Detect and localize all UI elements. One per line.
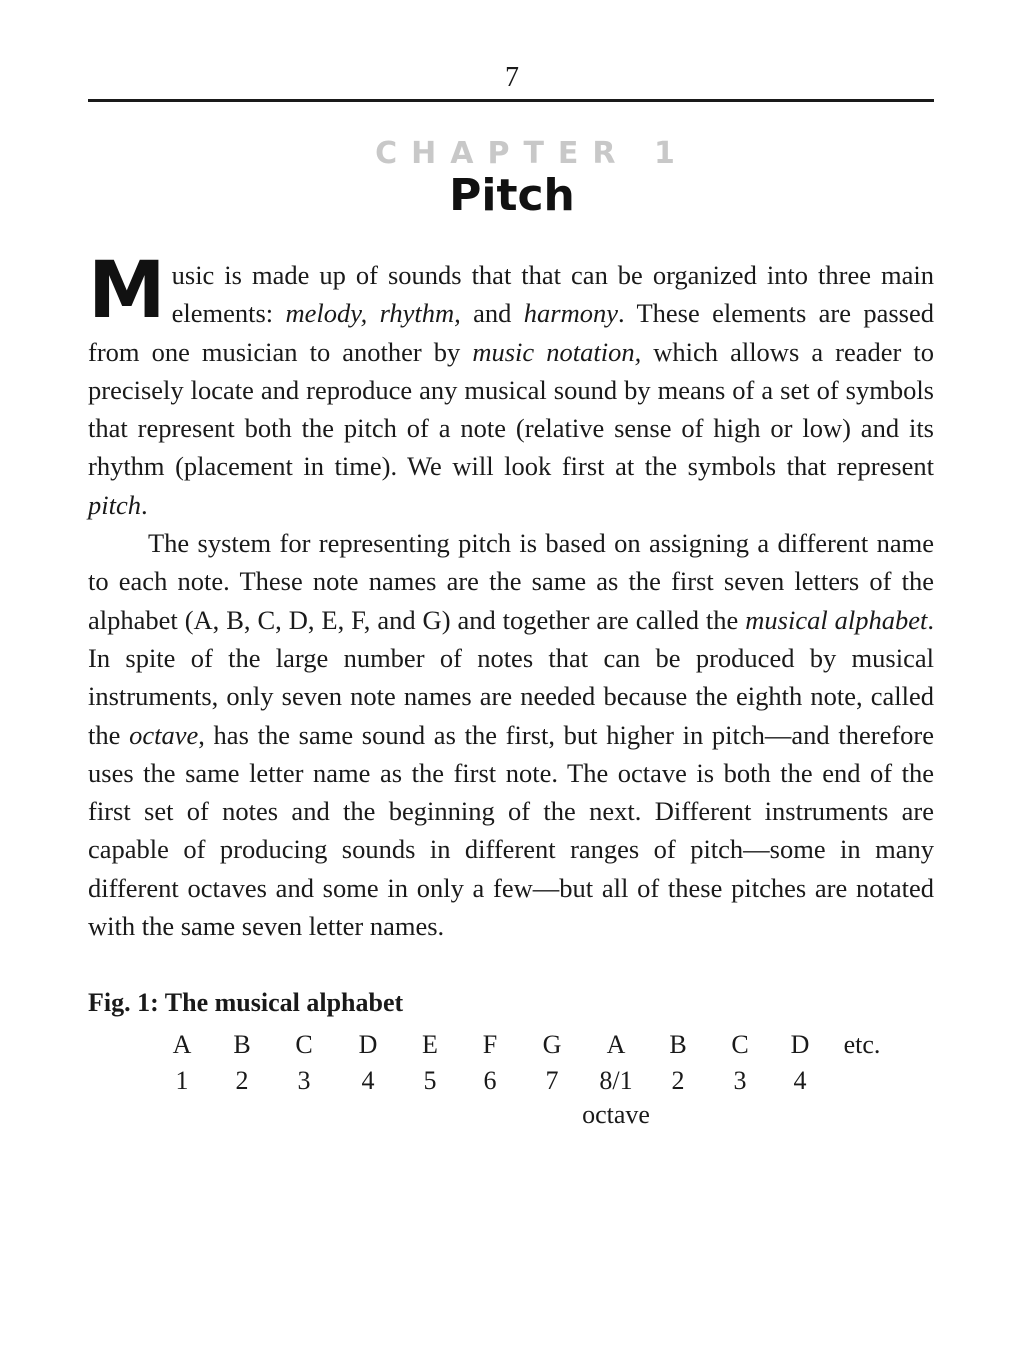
alphabet-letter: G: [542, 1030, 562, 1059]
alphabet-number: 8/1: [599, 1066, 633, 1095]
alphabet-letter: B: [669, 1030, 687, 1059]
chapter-label: CHAPTER 1: [375, 136, 689, 171]
italic-term: octave: [129, 719, 199, 750]
alphabet-letter: D: [790, 1030, 810, 1059]
text-run: usic is made up of sounds that that can be organized into three main elements:: [171, 260, 934, 329]
alphabet-number: 3: [733, 1066, 747, 1095]
italic-term: pitch: [88, 489, 141, 520]
alphabet-letter: A: [172, 1030, 192, 1059]
alphabet-number: 1: [175, 1066, 189, 1095]
alphabet-number: 3: [297, 1066, 311, 1095]
text-run: , has the same sound as the first, but higher in pitch—and therefore uses the same letter name as the first note. The octave is both the end of the first set of notes and the beginning of the next. Different instruments are capable of producing sounds in different ranges of pitch—some in many different octaves and some in only a few—but all of these pitches are notated with the same seven letter names.: [88, 719, 934, 942]
figure-caption: Fig. 1: The musical alphabet: [88, 988, 404, 1017]
alphabet-letter: B: [233, 1030, 251, 1059]
alphabet-number: 5: [423, 1066, 437, 1095]
alphabet-number: 4: [361, 1066, 375, 1095]
alphabet-letter: C: [731, 1030, 749, 1059]
alphabet-letter: D: [358, 1030, 378, 1059]
alphabet-letter: E: [422, 1030, 438, 1059]
text-run: . These elements are passed from one musician to another by: [88, 298, 934, 367]
italic-term: harmony: [523, 298, 618, 329]
text-run: The system for representing pitch is based on assigning a different name to each note. These note names are the same as the first seven letters of the alphabet (A, B, C, D, E, F, and G) and together are called the: [88, 528, 934, 635]
alphabet-number: 2: [671, 1066, 685, 1095]
alphabet-letter: A: [606, 1030, 626, 1059]
alphabet-number: 6: [483, 1066, 497, 1095]
text-run: and: [460, 298, 524, 329]
text-run: which allows a reader to precisely locate and reproduce any musical sound by means of a set of symbols that represent both the pitch of a note (relative sense of high or low) and its rhythm (placement in time). We will look first at the symbols that represent: [88, 336, 934, 482]
alphabet-letter: F: [482, 1030, 498, 1059]
body-text: [88, 246, 934, 945]
text-run: . In spite of the large number of notes that can be produced by musical instruments, only seven note names are needed because the eighth note, called the: [88, 604, 934, 750]
alphabet-letter: etc.: [843, 1030, 881, 1059]
octave-label: octave: [582, 1100, 650, 1129]
text-run: .: [141, 489, 148, 520]
alphabet-number: 4: [793, 1066, 807, 1095]
italic-term: musical alphabet: [745, 604, 928, 635]
header-rule: [88, 99, 934, 102]
paragraph-1: [88, 246, 934, 524]
chapter-title: Pitch: [449, 170, 575, 221]
alphabet-number: 2: [235, 1066, 249, 1095]
italic-term: melody, rhythm,: [285, 298, 461, 329]
page-number: 7: [505, 62, 519, 93]
italic-term: music notation,: [472, 336, 642, 367]
paragraph-2: [88, 524, 934, 945]
drop-cap: M: [88, 246, 166, 336]
alphabet-number: 7: [545, 1066, 559, 1095]
alphabet-letter: C: [295, 1030, 313, 1059]
